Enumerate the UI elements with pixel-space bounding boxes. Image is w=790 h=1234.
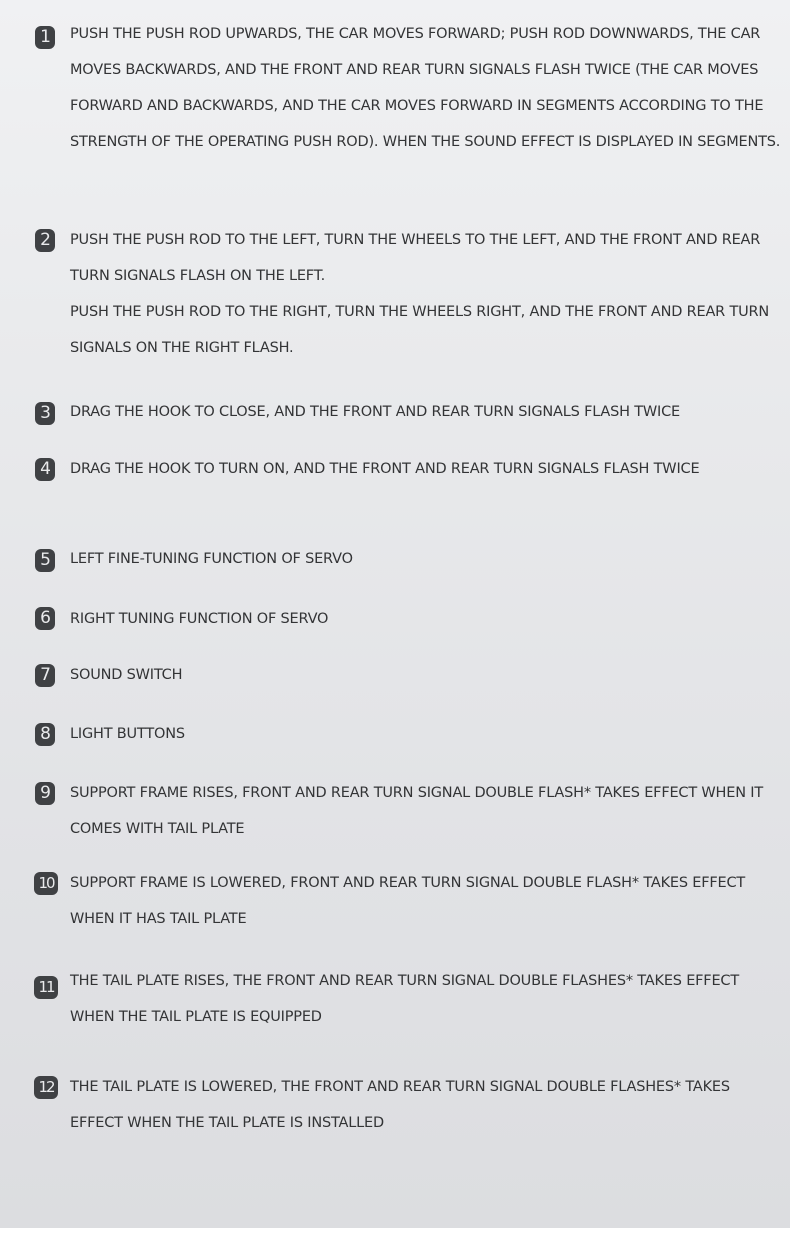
instruction-text-4: DRAG THE HOOK TO TURN ON, AND THE FRONT AND REAR TURN SIGNALS FLASH TWICE [70, 461, 700, 477]
instruction-text-12: THE TAIL PLATE IS LOWERED, THE FRONT AND REAR TURN SIGNAL DOUBLE FLASHES* TAKES EFFECT WHEN THE TAIL PLATE IS INSTALLED [70, 1079, 730, 1131]
instruction-text-7: SOUND SWITCH [70, 667, 183, 683]
number-badge-11: 11 [34, 976, 58, 999]
number-badge-10: 10 [34, 872, 58, 895]
instruction-text-3: DRAG THE HOOK TO CLOSE, AND THE FRONT AND REAR TURN SIGNALS FLASH TWICE [70, 404, 681, 420]
number-badge-6: 6 [35, 607, 55, 630]
instruction-text-10: SUPPORT FRAME IS LOWERED, FRONT AND REAR TURN SIGNAL DOUBLE FLASH* TAKES EFFECT WHEN IT HAS TAIL PLATE [70, 875, 746, 927]
instruction-text-2: PUSH THE PUSH ROD TO THE LEFT, TURN THE WHEELS TO THE LEFT, AND THE FRONT AND REAR TURN SIGNALS FLASH ON THE LEFT. PUSH THE PUSH ROD TO THE RIGHT, TURN THE WHEELS RIGHT, AND THE FRONT AND REAR TURN SIGNALS ON THE RIGHT FLASH. [70, 232, 770, 356]
instruction-text-6: RIGHT TUNING FUNCTION OF SERVO [70, 611, 329, 627]
number-badge-2: 2 [35, 229, 55, 252]
instruction-text-11: THE TAIL PLATE RISES, THE FRONT AND REAR TURN SIGNAL DOUBLE FLASHES* TAKES EFFECT WHEN THE TAIL PLATE IS EQUIPPED [70, 973, 739, 1025]
instruction-text-5: LEFT FINE-TUNING FUNCTION OF SERVO [70, 551, 353, 567]
number-badge-8: 8 [35, 723, 55, 746]
number-badge-1: 1 [35, 26, 55, 49]
instruction-text-8: LIGHT BUTTONS [70, 726, 185, 742]
instruction-text-9: SUPPORT FRAME RISES, FRONT AND REAR TURN SIGNAL DOUBLE FLASH* TAKES EFFECT WHEN IT COMES WITH TAIL PLATE [70, 785, 764, 837]
instruction-text-1: PUSH THE PUSH ROD UPWARDS, THE CAR MOVES FORWARD; PUSH ROD DOWNWARDS, THE CAR MOVES BACKWARDS, AND THE FRONT AND REAR TURN SIGNALS FLASH TWICE (THE CAR MOVES FORWARD AND BACKWARDS, AND THE CAR MOVES FORWARD IN SEGMENTS ACCORDING TO THE STRENGTH OF THE OPERATING PUSH ROD). WHEN THE SOUND EFFECT IS DISPLAYED IN SEGMENTS. [70, 26, 781, 150]
number-badge-12: 12 [34, 1076, 58, 1099]
number-badge-9: 9 [35, 782, 55, 805]
number-badge-4: 4 [35, 458, 55, 481]
number-badge-7: 7 [35, 664, 55, 687]
number-badge-5: 5 [35, 549, 55, 572]
number-badge-3: 3 [35, 402, 55, 425]
